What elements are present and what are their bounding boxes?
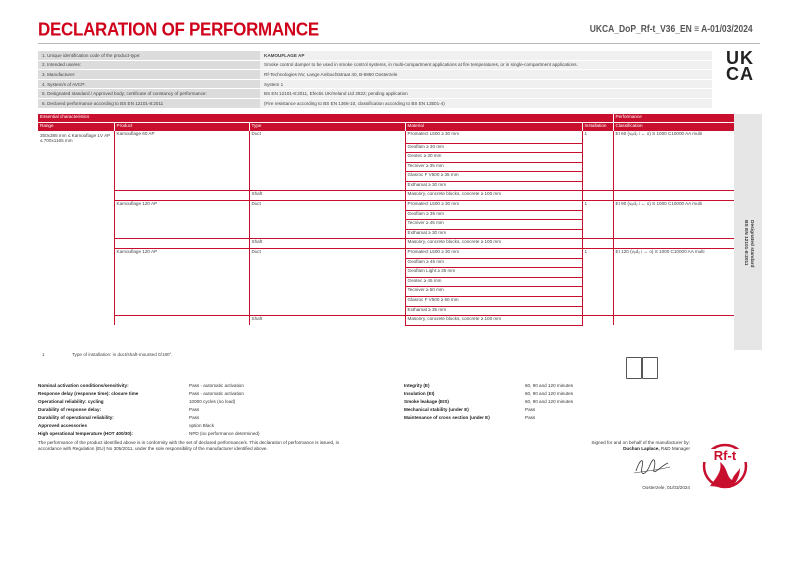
table-row (38, 210, 734, 220)
header-divider (38, 43, 760, 44)
footnote-text: Type of installation: in duct/shaft-mounted 0/180°. (72, 352, 173, 357)
material-cell: Promatect L500 ≥ 30 mm (405, 249, 582, 259)
table-row (38, 268, 734, 278)
type-cell (249, 181, 405, 191)
material-cell: Geotec ≥ 45 mm (405, 277, 582, 287)
group-performance: Performance (613, 114, 734, 123)
characteristic-label: Nominal activation conditions/sensitivity: (38, 383, 129, 388)
product-cell (114, 172, 249, 182)
product-cell (114, 306, 249, 316)
identification-row (38, 60, 712, 70)
identification-key: 4. System/s of AVCP: (38, 79, 260, 89)
characteristic-value: Pass (189, 415, 200, 420)
cls-cell (613, 306, 734, 316)
column-header: Classification (613, 123, 734, 132)
range-cell (38, 287, 114, 297)
identification-value: BS EN 12101-8:2011, Efectis UK/Ireland Ltd 2822; pending application (260, 89, 712, 99)
ukca-line-1: UK (726, 48, 754, 68)
cls-cell (613, 287, 734, 297)
ukca-mark (726, 50, 762, 86)
characteristic-value: Pass (525, 415, 536, 420)
range-cell (38, 229, 114, 239)
material-cell: Tecniver ≥ 45 mm (405, 220, 582, 230)
product-cell (114, 210, 249, 220)
ukca-line-2: CA (726, 64, 754, 84)
table-row (38, 191, 734, 201)
characteristic-value: 60, 90 and 120 minutes (525, 399, 574, 404)
inst-cell (582, 143, 613, 153)
footnote (38, 352, 173, 357)
cls-cell (613, 277, 734, 287)
product-cell (114, 220, 249, 230)
cls-cell (613, 172, 734, 182)
sidebar-label-1: Designated standard (749, 220, 754, 268)
range-cell (38, 181, 114, 191)
product-cell (114, 162, 249, 172)
identification-row (38, 70, 712, 80)
signatory-name: Duchan Laplace, (623, 446, 660, 451)
inst-cell (582, 287, 613, 297)
material-cell: Masonry, concrete blocks, concrete ≥ 100 mm (405, 239, 582, 249)
characteristic-label: Smoke leakage (EIS) (404, 399, 449, 404)
inst-cell (582, 277, 613, 287)
table-row (38, 162, 734, 172)
material-cell: Masonry, concrete blocks, concrete ≥ 100 mm (405, 191, 582, 201)
material-cell: Geoflam ≥ 45 mm (405, 258, 582, 268)
rf-technologies-logo (700, 440, 750, 490)
cls-cell (613, 181, 734, 191)
characteristic-value: 60, 90 and 120 minutes (525, 391, 574, 396)
material-cell: Geoflam Light ≥ 35 mm (405, 268, 582, 278)
inst-cell (582, 316, 613, 326)
identification-table (38, 51, 712, 109)
product-cell (114, 153, 249, 163)
characteristic-value: 10000 cycles (no load) (189, 399, 236, 404)
cls-cell (613, 153, 734, 163)
inst-cell (582, 210, 613, 220)
table-row (38, 220, 734, 230)
type-cell (249, 162, 405, 172)
product-cell (114, 143, 249, 153)
table-row (38, 277, 734, 287)
inst-cell: 1 (582, 201, 613, 211)
range-cell (38, 268, 114, 278)
inst-cell (582, 191, 613, 201)
inst-cell (582, 306, 613, 316)
characteristic-label: Insulation (EI) (404, 391, 435, 396)
identification-value: Rf-Technologies NV, Lange Ambachtstraat 40, B-9860 Oosterzele (260, 70, 712, 80)
characteristic-label: Durability of operational reliability: (38, 415, 114, 420)
range-cell (38, 210, 114, 220)
cls-cell (613, 297, 734, 307)
type-cell: Shaft (249, 239, 405, 249)
identification-row (38, 51, 712, 60)
cls-cell: EI 60 (vₑdₒ i ↔ o) S 1000 C10000 AA multi (613, 131, 734, 143)
cls-cell: EI 120 (vₑdₒ i ↔ o) S 1000 C10000 AA multi (613, 249, 734, 259)
signed-for-label: Signed for and on behalf of the manufacturer by: (591, 440, 690, 445)
characteristic-label: Integrity (E) (404, 383, 430, 388)
document-title: DECLARATION OF PERFORMANCE (38, 19, 319, 40)
table-row (38, 143, 734, 153)
document-reference: UKCA_DoP_Rf-t_V36_EN ≡ A-01/03/2024 (590, 24, 753, 35)
table-row (38, 297, 734, 307)
product-cell (114, 239, 249, 249)
table-row (38, 306, 734, 316)
identification-key: 2. Intended use/es: (38, 60, 260, 70)
identification-value: Smoke control damper to be used in smoke control systems, in multi-compartment applications at fire temperatures, or in single-compartment applications. (260, 60, 712, 70)
product-cell (114, 268, 249, 278)
material-cell: Exthamat ≥ 30 mm (405, 229, 582, 239)
table-row (38, 229, 734, 239)
type-cell: Duct (249, 249, 405, 259)
type-cell (249, 153, 405, 163)
characteristic-value: Pass (189, 407, 200, 412)
column-header: Product (114, 123, 249, 132)
product-cell (114, 277, 249, 287)
type-cell (249, 220, 405, 230)
characteristic-value: NPD (no performance determined) (189, 431, 260, 436)
declaration-statement: The performance of the product identified above is in conformity with the set of declared performance/s. This declaration of performance is issued, in accordance with Regulation (EU) No 305/2011, under the sole responsibility of the manufacturer identified above. (38, 440, 340, 451)
product-cell (114, 229, 249, 239)
table-row (38, 287, 734, 297)
material-cell: Geoflam ≥ 30 mm (405, 143, 582, 153)
table-row (38, 153, 734, 163)
type-cell (249, 277, 405, 287)
range-cell (38, 239, 114, 249)
logo-text: Rf-t (713, 448, 737, 463)
identification-row (38, 98, 712, 108)
cls-cell (613, 191, 734, 201)
range-cell (38, 316, 114, 326)
cls-cell (613, 162, 734, 172)
cls-cell (613, 258, 734, 268)
type-cell: Shaft (249, 316, 405, 326)
cls-cell (613, 220, 734, 230)
identification-key: 3. Manufacturer: (38, 70, 260, 80)
right-door-icon (642, 357, 658, 379)
characteristic-value: Pass - automatic activation (189, 383, 244, 388)
inst-cell (582, 153, 613, 163)
characteristic-label: Response delay (response time): closure time (38, 391, 139, 396)
characteristic-label: High operational temperature (HOT 400/30): (38, 431, 133, 436)
table-row (38, 239, 734, 249)
range-cell (38, 201, 114, 211)
product-cell (114, 191, 249, 201)
characteristic-label: Durability of response delay: (38, 407, 102, 412)
inst-cell: 1 (582, 249, 613, 259)
identification-value: System 1 (260, 79, 712, 89)
cls-cell (613, 229, 734, 239)
inst-cell (582, 268, 613, 278)
handwritten-signature (632, 455, 672, 477)
cls-cell (613, 268, 734, 278)
identification-row (38, 89, 712, 99)
type-cell: Duct (249, 131, 405, 143)
type-cell (249, 268, 405, 278)
type-cell (249, 258, 405, 268)
characteristic-value: Pass (525, 407, 536, 412)
product-cell (114, 181, 249, 191)
identification-key: 6. Declared performance according to BS EN 12101-8:2011 (38, 98, 260, 108)
inst-cell (582, 258, 613, 268)
characteristic-label: Operational reliability: cycling (38, 399, 104, 404)
characteristic-label: Maintenance of cross section (under E) (404, 415, 490, 420)
table-row (38, 316, 734, 326)
material-cell: Masonry, concrete blocks, concrete ≥ 100 mm (405, 316, 582, 326)
range-cell (38, 191, 114, 201)
performance-table (38, 114, 735, 326)
identification-value: KAMOUFLAGE AP (260, 51, 712, 60)
table-row (38, 249, 734, 259)
column-header: Type (249, 123, 405, 132)
characteristic-value: 60, 90 and 120 minutes (525, 383, 574, 388)
identification-key: 1. Unique identification code of the product-type: (38, 51, 260, 60)
cls-cell (613, 239, 734, 249)
column-header: Range (38, 123, 114, 132)
group-essential-characteristics: Essential characteristics (38, 114, 613, 123)
table-row (38, 258, 734, 268)
designated-standard-sidebar (734, 114, 762, 350)
product-cell (114, 297, 249, 307)
characteristic-label: Approved accessories (38, 423, 88, 428)
inst-cell: 1 (582, 131, 613, 143)
identification-row (38, 79, 712, 89)
signature-date: Oosterzele, 01/03/2024 (642, 485, 690, 490)
inst-cell (582, 229, 613, 239)
range-cell (38, 153, 114, 163)
type-cell (249, 229, 405, 239)
material-cell: Tecniver ≥ 50 mm (405, 287, 582, 297)
inst-cell (582, 239, 613, 249)
column-header: Installation (582, 123, 613, 132)
product-cell (114, 287, 249, 297)
cls-cell (613, 316, 734, 326)
product-cell: Kamouflage 60 AP (114, 131, 249, 143)
product-cell (114, 316, 249, 326)
range-cell (38, 277, 114, 287)
range-cell (38, 143, 114, 153)
range-cell (38, 162, 114, 172)
material-cell: Tecniver ≥ 35 mm (405, 162, 582, 172)
inst-cell (582, 181, 613, 191)
material-cell: Geotec ≥ 30 mm (405, 153, 582, 163)
range-cell (38, 249, 114, 259)
range-cell (38, 258, 114, 268)
sidebar-label-2: BS EN 12101-8:2011 (743, 220, 748, 266)
cls-cell (613, 143, 734, 153)
identification-value: (Fire resistance according to BS EN 1366-10, classification according to BS EN 13501-4) (260, 98, 712, 108)
material-cell: Exthamat ≥ 35 mm (405, 306, 582, 316)
material-cell: Promatect L500 ≥ 30 mm (405, 201, 582, 211)
type-cell (249, 172, 405, 182)
type-cell (249, 143, 405, 153)
door-icon (624, 357, 658, 379)
type-cell (249, 306, 405, 316)
material-cell: Exthamat ≥ 30 mm (405, 181, 582, 191)
product-cell (114, 258, 249, 268)
range-cell (38, 306, 114, 316)
type-cell: Duct (249, 201, 405, 211)
cls-cell (613, 210, 734, 220)
material-cell: Geoflam ≥ 35 mm (405, 210, 582, 220)
identification-key: 5. Designated standard / Approved body; certificate of constancy of performance: (38, 89, 260, 99)
cls-cell: EI 90 (vₑdₒ i ↔ o) S 1000 C10000 AA multi (613, 201, 734, 211)
type-cell (249, 287, 405, 297)
material-cell: Glasroc F V500 ≥ 50 mm (405, 297, 582, 307)
table-row (38, 131, 734, 143)
inst-cell (582, 297, 613, 307)
signature-block (540, 440, 690, 452)
footnote-number: 1 (42, 352, 45, 357)
table-row (38, 181, 734, 191)
table-row (38, 201, 734, 211)
characteristic-label: Mechanical stability (under E) (404, 407, 469, 412)
characteristic-value: Pass - automatic activation (189, 391, 244, 396)
range-cell (38, 172, 114, 182)
range-cell: 350x385 mm ≤ Kamouflage 1V AP ≤ 700x1165 mm (40, 133, 111, 143)
product-cell: Kamouflage 120 AP (114, 249, 249, 259)
signatory-role: R&D Manager (659, 446, 690, 451)
range-cell (38, 220, 114, 230)
inst-cell (582, 220, 613, 230)
type-cell (249, 297, 405, 307)
type-cell (249, 210, 405, 220)
product-cell: Kamouflage 120 AP (114, 201, 249, 211)
type-cell: Shaft (249, 191, 405, 201)
inst-cell (582, 162, 613, 172)
inst-cell (582, 172, 613, 182)
material-cell: Promatect L500 ≥ 30 mm (405, 131, 582, 143)
material-cell: Glasroc F V500 ≥ 35 mm (405, 172, 582, 182)
characteristic-value: option Black (189, 423, 215, 428)
column-header: Material (405, 123, 582, 132)
table-row (38, 172, 734, 182)
left-door-icon (626, 357, 642, 379)
range-cell (38, 297, 114, 307)
